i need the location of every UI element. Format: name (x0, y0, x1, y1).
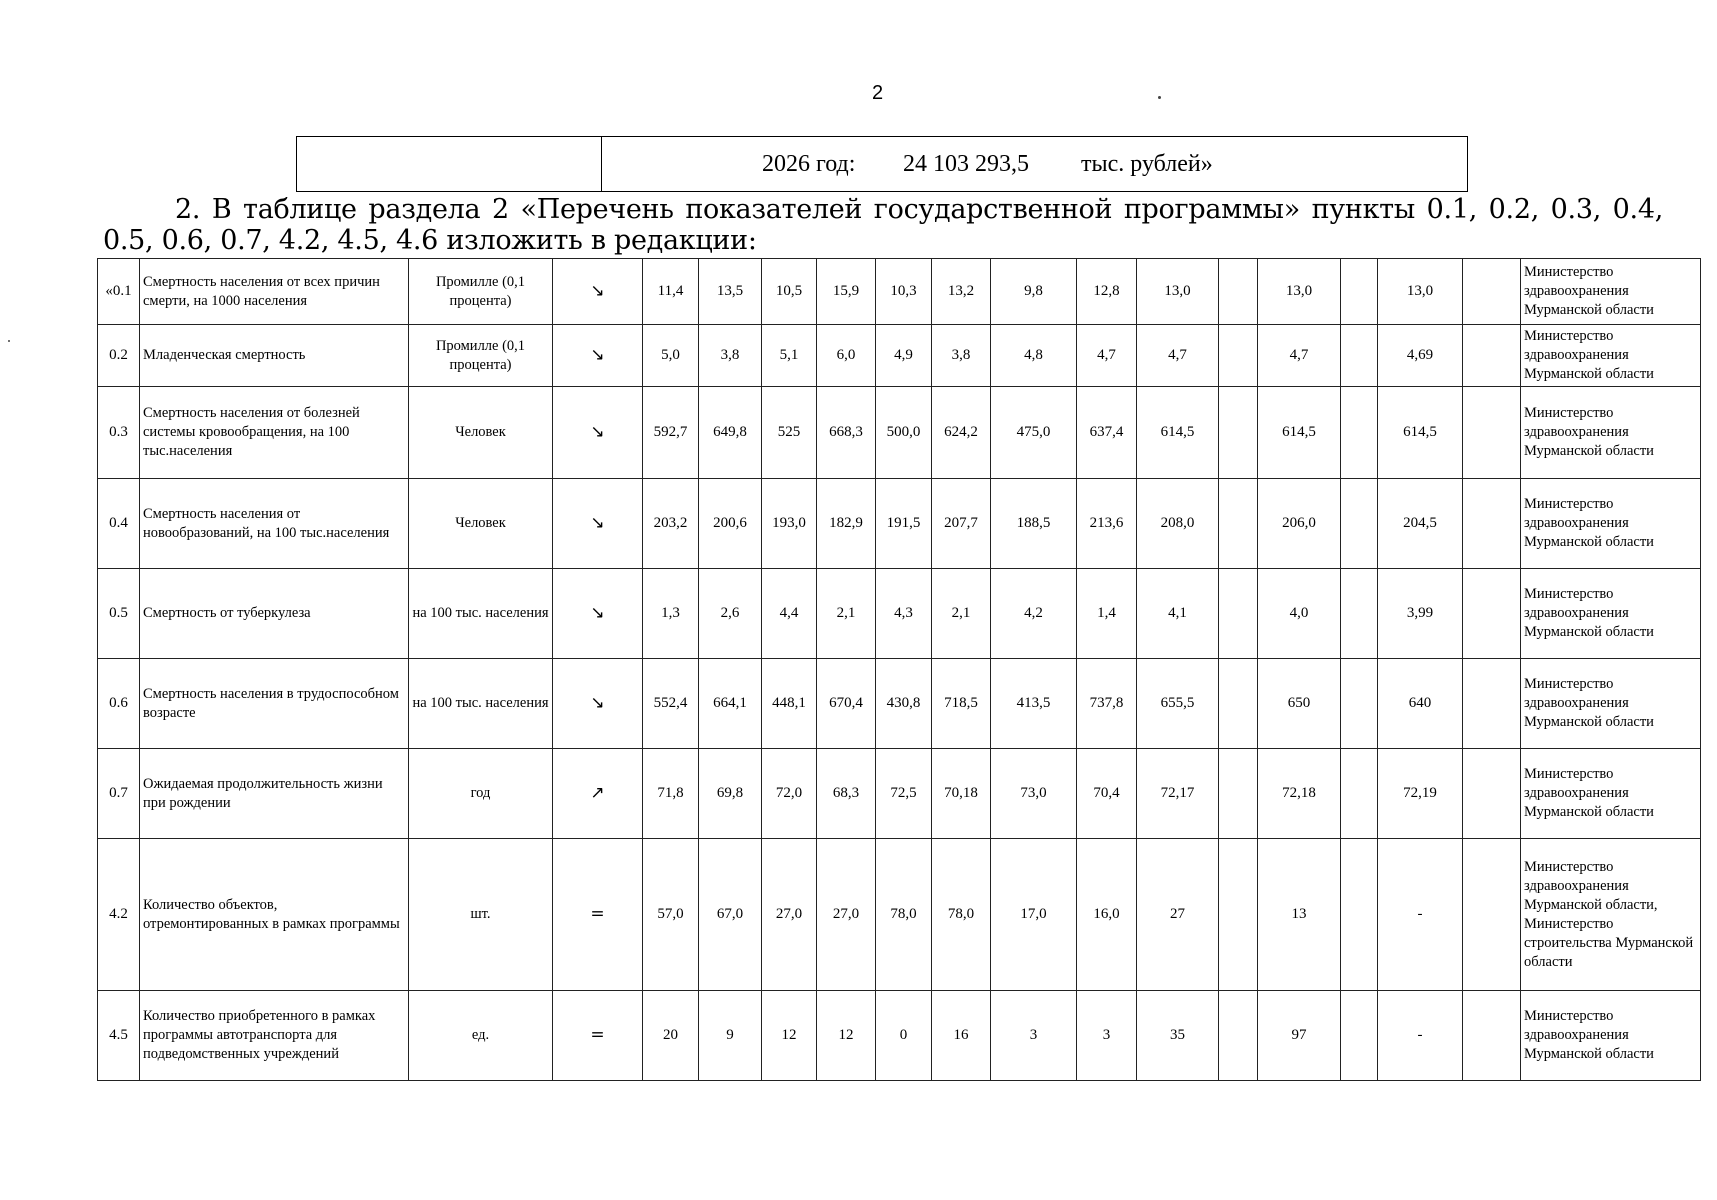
indicator-value: 27,0 (817, 839, 876, 991)
indicator-value: 13,5 (699, 259, 762, 325)
indicator-value: 5,0 (643, 325, 699, 387)
indicator-value: 188,5 (991, 479, 1077, 569)
indicator-value: 203,2 (643, 479, 699, 569)
empty-cell (1341, 659, 1378, 749)
indicator-value: 97 (1258, 991, 1341, 1081)
indicator-code: 0.7 (98, 749, 140, 839)
indicator-value: 2,1 (932, 569, 991, 659)
empty-cell (1463, 325, 1521, 387)
indicator-value: 3 (991, 991, 1077, 1081)
indicator-value: 70,18 (932, 749, 991, 839)
indicator-unit: Промилле (0,1 процента) (409, 325, 553, 387)
indicator-value: 614,5 (1258, 387, 1341, 479)
indicator-value: 4,69 (1378, 325, 1463, 387)
responsible-executor: Министерство здравоохранения Мурманской области, Министерство строительства Мурманской области (1521, 839, 1701, 991)
indicator-row (98, 259, 1701, 325)
indicator-value: 17,0 (991, 839, 1077, 991)
indicator-value: 1,3 (643, 569, 699, 659)
indicator-value: 4,9 (876, 325, 932, 387)
empty-cell (1219, 749, 1258, 839)
budget-year-label: 2026 год: (762, 151, 856, 177)
indicator-value: 69,8 (699, 749, 762, 839)
indicator-unit: на 100 тыс. населения (409, 569, 553, 659)
trend-arrow-icon: ↘ (553, 387, 643, 479)
budget-value-cell (602, 137, 1467, 191)
indicator-value: 72,18 (1258, 749, 1341, 839)
empty-cell (1341, 749, 1378, 839)
indicator-row (98, 659, 1701, 749)
budget-unit: тыс. рублей» (1081, 151, 1213, 177)
indicator-value: 4,1 (1137, 569, 1219, 659)
empty-cell (1219, 991, 1258, 1081)
empty-cell (1341, 839, 1378, 991)
empty-cell (1219, 259, 1258, 325)
indicator-value: 413,5 (991, 659, 1077, 749)
indicator-name: Смертность от туберкулеза (140, 569, 409, 659)
indicator-value: 668,3 (817, 387, 876, 479)
empty-cell (1463, 387, 1521, 479)
indicator-value: 15,9 (817, 259, 876, 325)
responsible-executor: Министерство здравоохранения Мурманской области (1521, 991, 1701, 1081)
indicator-code: 4.5 (98, 991, 140, 1081)
page-number: 2 (872, 82, 884, 104)
indicator-value: 16 (932, 991, 991, 1081)
indicator-name: Количество объектов, отремонтированных в рамках программы (140, 839, 409, 991)
indicator-value: 13,0 (1258, 259, 1341, 325)
indicator-value: 35 (1137, 991, 1219, 1081)
responsible-executor: Министерство здравоохранения Мурманской области (1521, 749, 1701, 839)
indicator-unit: на 100 тыс. населения (409, 659, 553, 749)
indicator-row (98, 991, 1701, 1081)
empty-cell (1463, 569, 1521, 659)
indicator-value: 73,0 (991, 749, 1077, 839)
indicator-value: 664,1 (699, 659, 762, 749)
responsible-executor: Министерство здравоохранения Мурманской области (1521, 659, 1701, 749)
indicator-value: 72,17 (1137, 749, 1219, 839)
indicator-value: 13,0 (1137, 259, 1219, 325)
empty-cell (1341, 259, 1378, 325)
indicator-value: - (1378, 839, 1463, 991)
indicator-value: 12 (817, 991, 876, 1081)
indicator-value: 6,0 (817, 325, 876, 387)
indicator-value: 475,0 (991, 387, 1077, 479)
trend-arrow-icon: ↘ (553, 569, 643, 659)
indicator-value: 4,7 (1258, 325, 1341, 387)
indicator-value: 614,5 (1137, 387, 1219, 479)
indicator-value: 4,7 (1077, 325, 1137, 387)
indicator-value: 10,3 (876, 259, 932, 325)
scan-speck (8, 340, 10, 342)
responsible-executor: Министерство здравоохранения Мурманской области (1521, 387, 1701, 479)
responsible-executor: Министерство здравоохранения Мурманской области (1521, 569, 1701, 659)
indicator-value: 650 (1258, 659, 1341, 749)
trend-arrow-icon: = (553, 991, 643, 1081)
indicator-code: 0.6 (98, 659, 140, 749)
indicator-value: 3,8 (699, 325, 762, 387)
empty-cell (1463, 259, 1521, 325)
indicator-value: 13,2 (932, 259, 991, 325)
empty-cell (1341, 569, 1378, 659)
indicator-value: 78,0 (876, 839, 932, 991)
indicator-value: 70,4 (1077, 749, 1137, 839)
empty-cell (1219, 659, 1258, 749)
indicator-value: 525 (762, 387, 817, 479)
indicator-row (98, 569, 1701, 659)
indicator-value: 655,5 (1137, 659, 1219, 749)
indicator-value: 670,4 (817, 659, 876, 749)
indicator-row (98, 325, 1701, 387)
indicator-row (98, 749, 1701, 839)
indicator-value: 27,0 (762, 839, 817, 991)
indicator-value: 206,0 (1258, 479, 1341, 569)
indicator-code: «0.1 (98, 259, 140, 325)
responsible-executor: Министерство здравоохранения Мурманской области (1521, 479, 1701, 569)
indicator-value: 5,1 (762, 325, 817, 387)
indicator-value: 208,0 (1137, 479, 1219, 569)
responsible-executor: Министерство здравоохранения Мурманской области (1521, 259, 1701, 325)
empty-cell (1463, 839, 1521, 991)
indicator-value: 200,6 (699, 479, 762, 569)
indicator-value: 182,9 (817, 479, 876, 569)
indicator-unit: ед. (409, 991, 553, 1081)
indicator-unit: Человек (409, 387, 553, 479)
indicator-value: 4,7 (1137, 325, 1219, 387)
indicator-value: 2,1 (817, 569, 876, 659)
indicator-value: 12 (762, 991, 817, 1081)
empty-cell (1341, 479, 1378, 569)
indicator-name: Ожидаемая продолжительность жизни при рождении (140, 749, 409, 839)
indicator-value: 10,5 (762, 259, 817, 325)
indicator-value: 737,8 (1077, 659, 1137, 749)
empty-cell (1219, 325, 1258, 387)
indicator-value: 1,4 (1077, 569, 1137, 659)
indicator-value: 191,5 (876, 479, 932, 569)
indicator-value: 500,0 (876, 387, 932, 479)
empty-cell (1219, 387, 1258, 479)
indicator-value: 57,0 (643, 839, 699, 991)
indicator-code: 4.2 (98, 839, 140, 991)
trend-arrow-icon: ↘ (553, 325, 643, 387)
indicator-name: Количество приобретенного в рамках программы автотранспорта для подведомственных учреждений (140, 991, 409, 1081)
indicator-value: 13,0 (1378, 259, 1463, 325)
indicator-value: 0 (876, 991, 932, 1081)
indicator-value: 72,19 (1378, 749, 1463, 839)
responsible-executor: Министерство здравоохранения Мурманской области (1521, 325, 1701, 387)
indicator-unit: Промилле (0,1 процента) (409, 259, 553, 325)
indicator-value: 20 (643, 991, 699, 1081)
budget-table (296, 136, 1468, 192)
indicator-value: 552,4 (643, 659, 699, 749)
indicator-row (98, 839, 1701, 991)
indicator-value: 12,8 (1077, 259, 1137, 325)
indicator-value: 16,0 (1077, 839, 1137, 991)
amendment-paragraph: 2. В таблице раздела 2 «Перечень показателей государственной программы» пункты 0.1, 0.2, 0.3, 0.4, 0.5, 0.6, 0.7, 4.2, 4.5, 4.6 изложить в редакции: (103, 194, 1663, 256)
indicator-row (98, 387, 1701, 479)
indicator-code: 0.4 (98, 479, 140, 569)
empty-cell (1341, 387, 1378, 479)
indicator-value: 71,8 (643, 749, 699, 839)
indicator-value: 718,5 (932, 659, 991, 749)
indicator-value: 624,2 (932, 387, 991, 479)
indicator-value: - (1378, 991, 1463, 1081)
indicator-value: 637,4 (1077, 387, 1137, 479)
indicator-unit: шт. (409, 839, 553, 991)
trend-arrow-icon: ↗ (553, 749, 643, 839)
trend-arrow-icon: ↘ (553, 659, 643, 749)
indicator-value: 193,0 (762, 479, 817, 569)
indicator-value: 4,8 (991, 325, 1077, 387)
trend-arrow-icon: ↘ (553, 259, 643, 325)
indicator-value: 3,99 (1378, 569, 1463, 659)
indicator-unit: год (409, 749, 553, 839)
indicator-code: 0.5 (98, 569, 140, 659)
empty-cell (1219, 479, 1258, 569)
indicator-value: 27 (1137, 839, 1219, 991)
indicator-value: 207,7 (932, 479, 991, 569)
indicator-value: 2,6 (699, 569, 762, 659)
indicator-name: Младенческая смертность (140, 325, 409, 387)
indicator-value: 72,0 (762, 749, 817, 839)
indicator-value: 649,8 (699, 387, 762, 479)
indicator-value: 4,0 (1258, 569, 1341, 659)
indicator-value: 67,0 (699, 839, 762, 991)
indicator-value: 68,3 (817, 749, 876, 839)
indicator-value: 3,8 (932, 325, 991, 387)
indicator-value: 430,8 (876, 659, 932, 749)
indicator-value: 13 (1258, 839, 1341, 991)
indicator-name: Смертность населения от новообразований, на 100 тыс.населения (140, 479, 409, 569)
empty-cell (1463, 479, 1521, 569)
indicator-value: 614,5 (1378, 387, 1463, 479)
indicators-table (97, 258, 1701, 1081)
indicator-value: 4,4 (762, 569, 817, 659)
indicator-value: 640 (1378, 659, 1463, 749)
indicator-unit: Человек (409, 479, 553, 569)
budget-amount: 24 103 293,5 (903, 151, 1029, 177)
indicator-value: 3 (1077, 991, 1137, 1081)
indicator-name: Смертность населения в трудоспособном возрасте (140, 659, 409, 749)
trend-arrow-icon: ↘ (553, 479, 643, 569)
empty-cell (1219, 569, 1258, 659)
indicator-name: Смертность населения от болезней системы кровообращения, на 100 тыс.населения (140, 387, 409, 479)
trend-arrow-icon: = (553, 839, 643, 991)
indicator-value: 204,5 (1378, 479, 1463, 569)
empty-cell (1463, 659, 1521, 749)
indicator-value: 78,0 (932, 839, 991, 991)
indicator-value: 448,1 (762, 659, 817, 749)
empty-cell (1341, 325, 1378, 387)
indicator-value: 213,6 (1077, 479, 1137, 569)
indicator-value: 4,2 (991, 569, 1077, 659)
indicator-name: Смертность населения от всех причин смерти, на 1000 населения (140, 259, 409, 325)
budget-empty-cell (297, 137, 602, 191)
indicator-value: 11,4 (643, 259, 699, 325)
indicator-row (98, 479, 1701, 569)
indicator-value: 4,3 (876, 569, 932, 659)
indicator-value: 592,7 (643, 387, 699, 479)
indicator-value: 72,5 (876, 749, 932, 839)
indicator-value: 9,8 (991, 259, 1077, 325)
empty-cell (1463, 749, 1521, 839)
indicator-value: 9 (699, 991, 762, 1081)
scan-speck (1158, 96, 1161, 99)
empty-cell (1463, 991, 1521, 1081)
indicator-code: 0.2 (98, 325, 140, 387)
indicator-code: 0.3 (98, 387, 140, 479)
empty-cell (1341, 991, 1378, 1081)
empty-cell (1219, 839, 1258, 991)
